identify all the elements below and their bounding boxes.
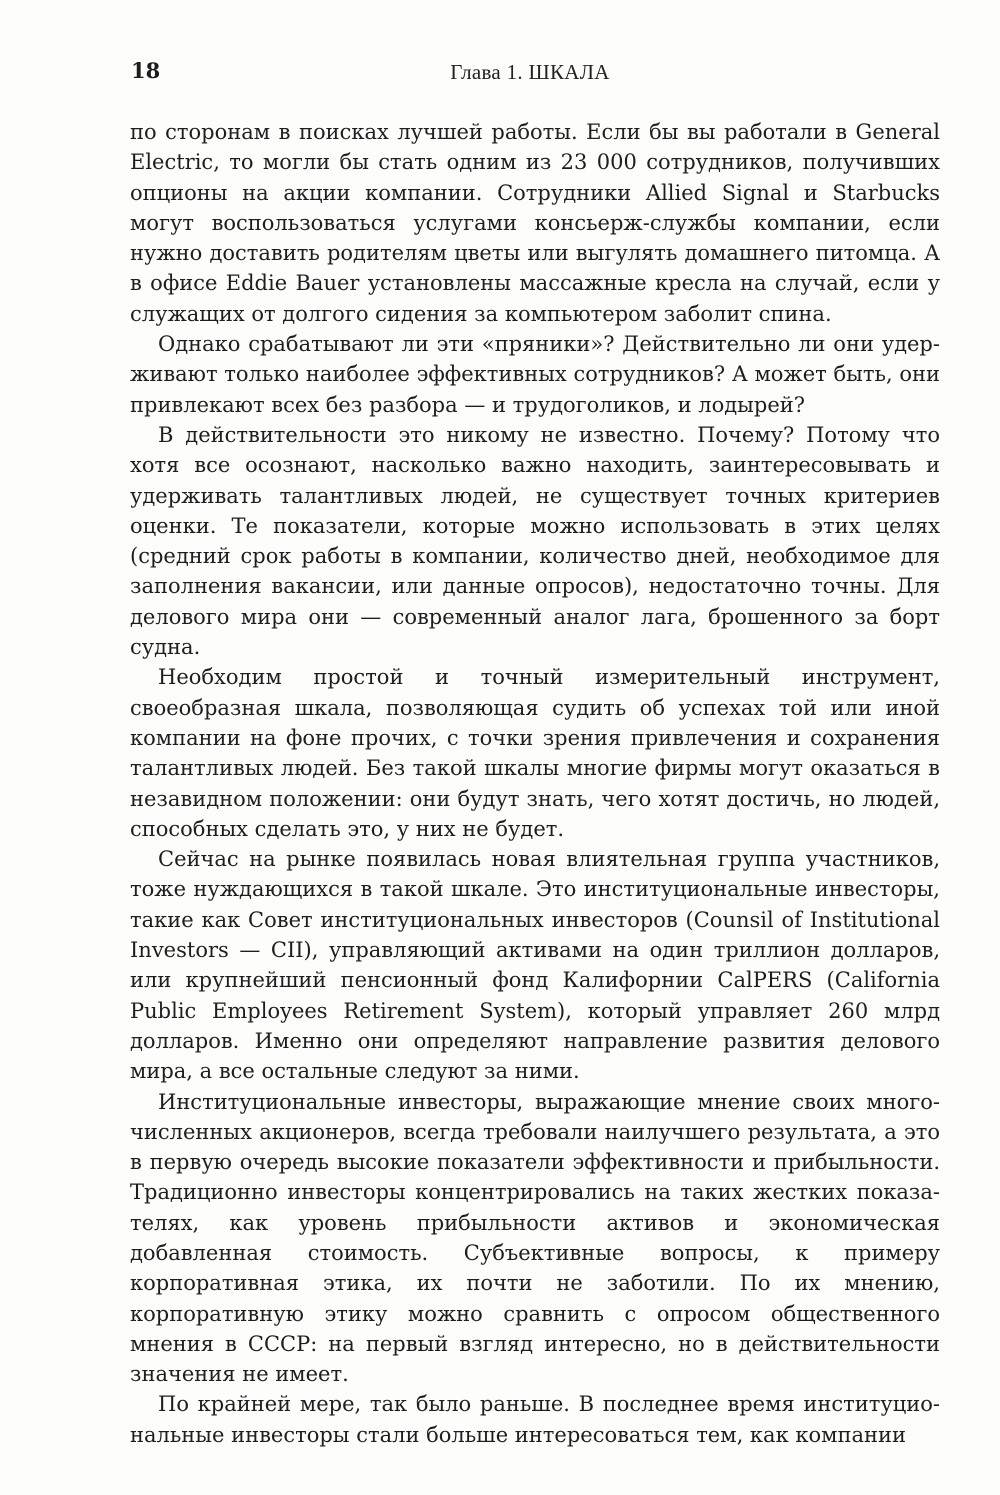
- running-head-title: Глава 1. ШКАЛА: [450, 60, 610, 84]
- body-text: [130, 117, 940, 1450]
- paragraph-3: В действительности это никому не известно. Почему? Потому что хотя все осознают, насколько важно находить, заинтересовывать и удерживать талантливых людей, не существует точных критериев оценки. Те показатели, которые можно использовать в этих целях (средний срок работы в компании, количество дней, необходимое для заполнения вакансии, или данные опросов), недостаточно точны. Для делового мира они — современный аналог лага, брошенного за борт судна.: [130, 422, 940, 660]
- paragraph-5: Сейчас на рынке появилась новая влиятельная группа участников, тоже нуждающихся в такой шкале. Это институциональные инвесторы, такие как Совет институциональных инвесторов (Counsil of Institutional Investors — CII), управляющий активами на один триллион долларов, или крупнейший пенсионный фонд Калифорнии CalPERS (California Public Employees Retirement System), который управляет 260 млрд долларов. Именно они определяют направление развития делового мира, а все остальные следуют за ними.: [130, 847, 940, 1084]
- paragraph-7: По крайней мере, так было раньше. В последнее время институциональные инвесторы стали больше интересоваться тем, как компании: [130, 1392, 940, 1447]
- paragraph-2: Однако срабатывают ли эти «пряники»? Действительно ли они удерживают только наиболее эффективных сотрудников? А может быть, они привлекают всех без разбора — и трудоголиков, и лодырей?: [130, 332, 940, 417]
- page-number: 18: [131, 58, 161, 83]
- paragraph-1: по сторонам в поисках лучшей работы. Если бы вы работали в General Electric, то могли бы стать одним из 23 000 сотрудников, получивших опционы на акции компании. Сотрудники Allied Signal и Starbucks могут воспользоваться услугами консьерж-службы компании, если нужно доставить родителям цветы или выгулять домашнего питомца. А в офисе Eddie Bauer установлены массажные кресла на случай, если у служащих от долгого сидения за компьютером заболит спина.: [130, 120, 940, 326]
- paragraph-6: Институциональные инвесторы, выражающие мнение своих многочисленных акционеров, всегда требовали наилучшего результата, а это в первую очередь высокие показатели эффективности и прибыльности. Традиционно инвесторы концентрировались на таких жестких показателях, как уровень прибыльности активов и экономическая добавленная стоимость. Субъективные вопросы, к примеру корпоративная этика, их почти не заботили. По их мнению, корпоративную этику можно сравнить с опросом общественного мнения в СССР: на первый взгляд интересно, но в действительности значения не имеет.: [130, 1089, 940, 1387]
- paragraph-4: Необходим простой и точный измерительный инструмент, своеобразная шкала, позволяющая судить об успехах той или иной компании на фоне прочих, с точки зрения привлечения и сохранения талантливых людей. Без такой шкалы многие фирмы могут оказаться в незавидном положении: они будут знать, чего хотят достичь, но людей, способных сделать это, у них не будет.: [130, 665, 940, 841]
